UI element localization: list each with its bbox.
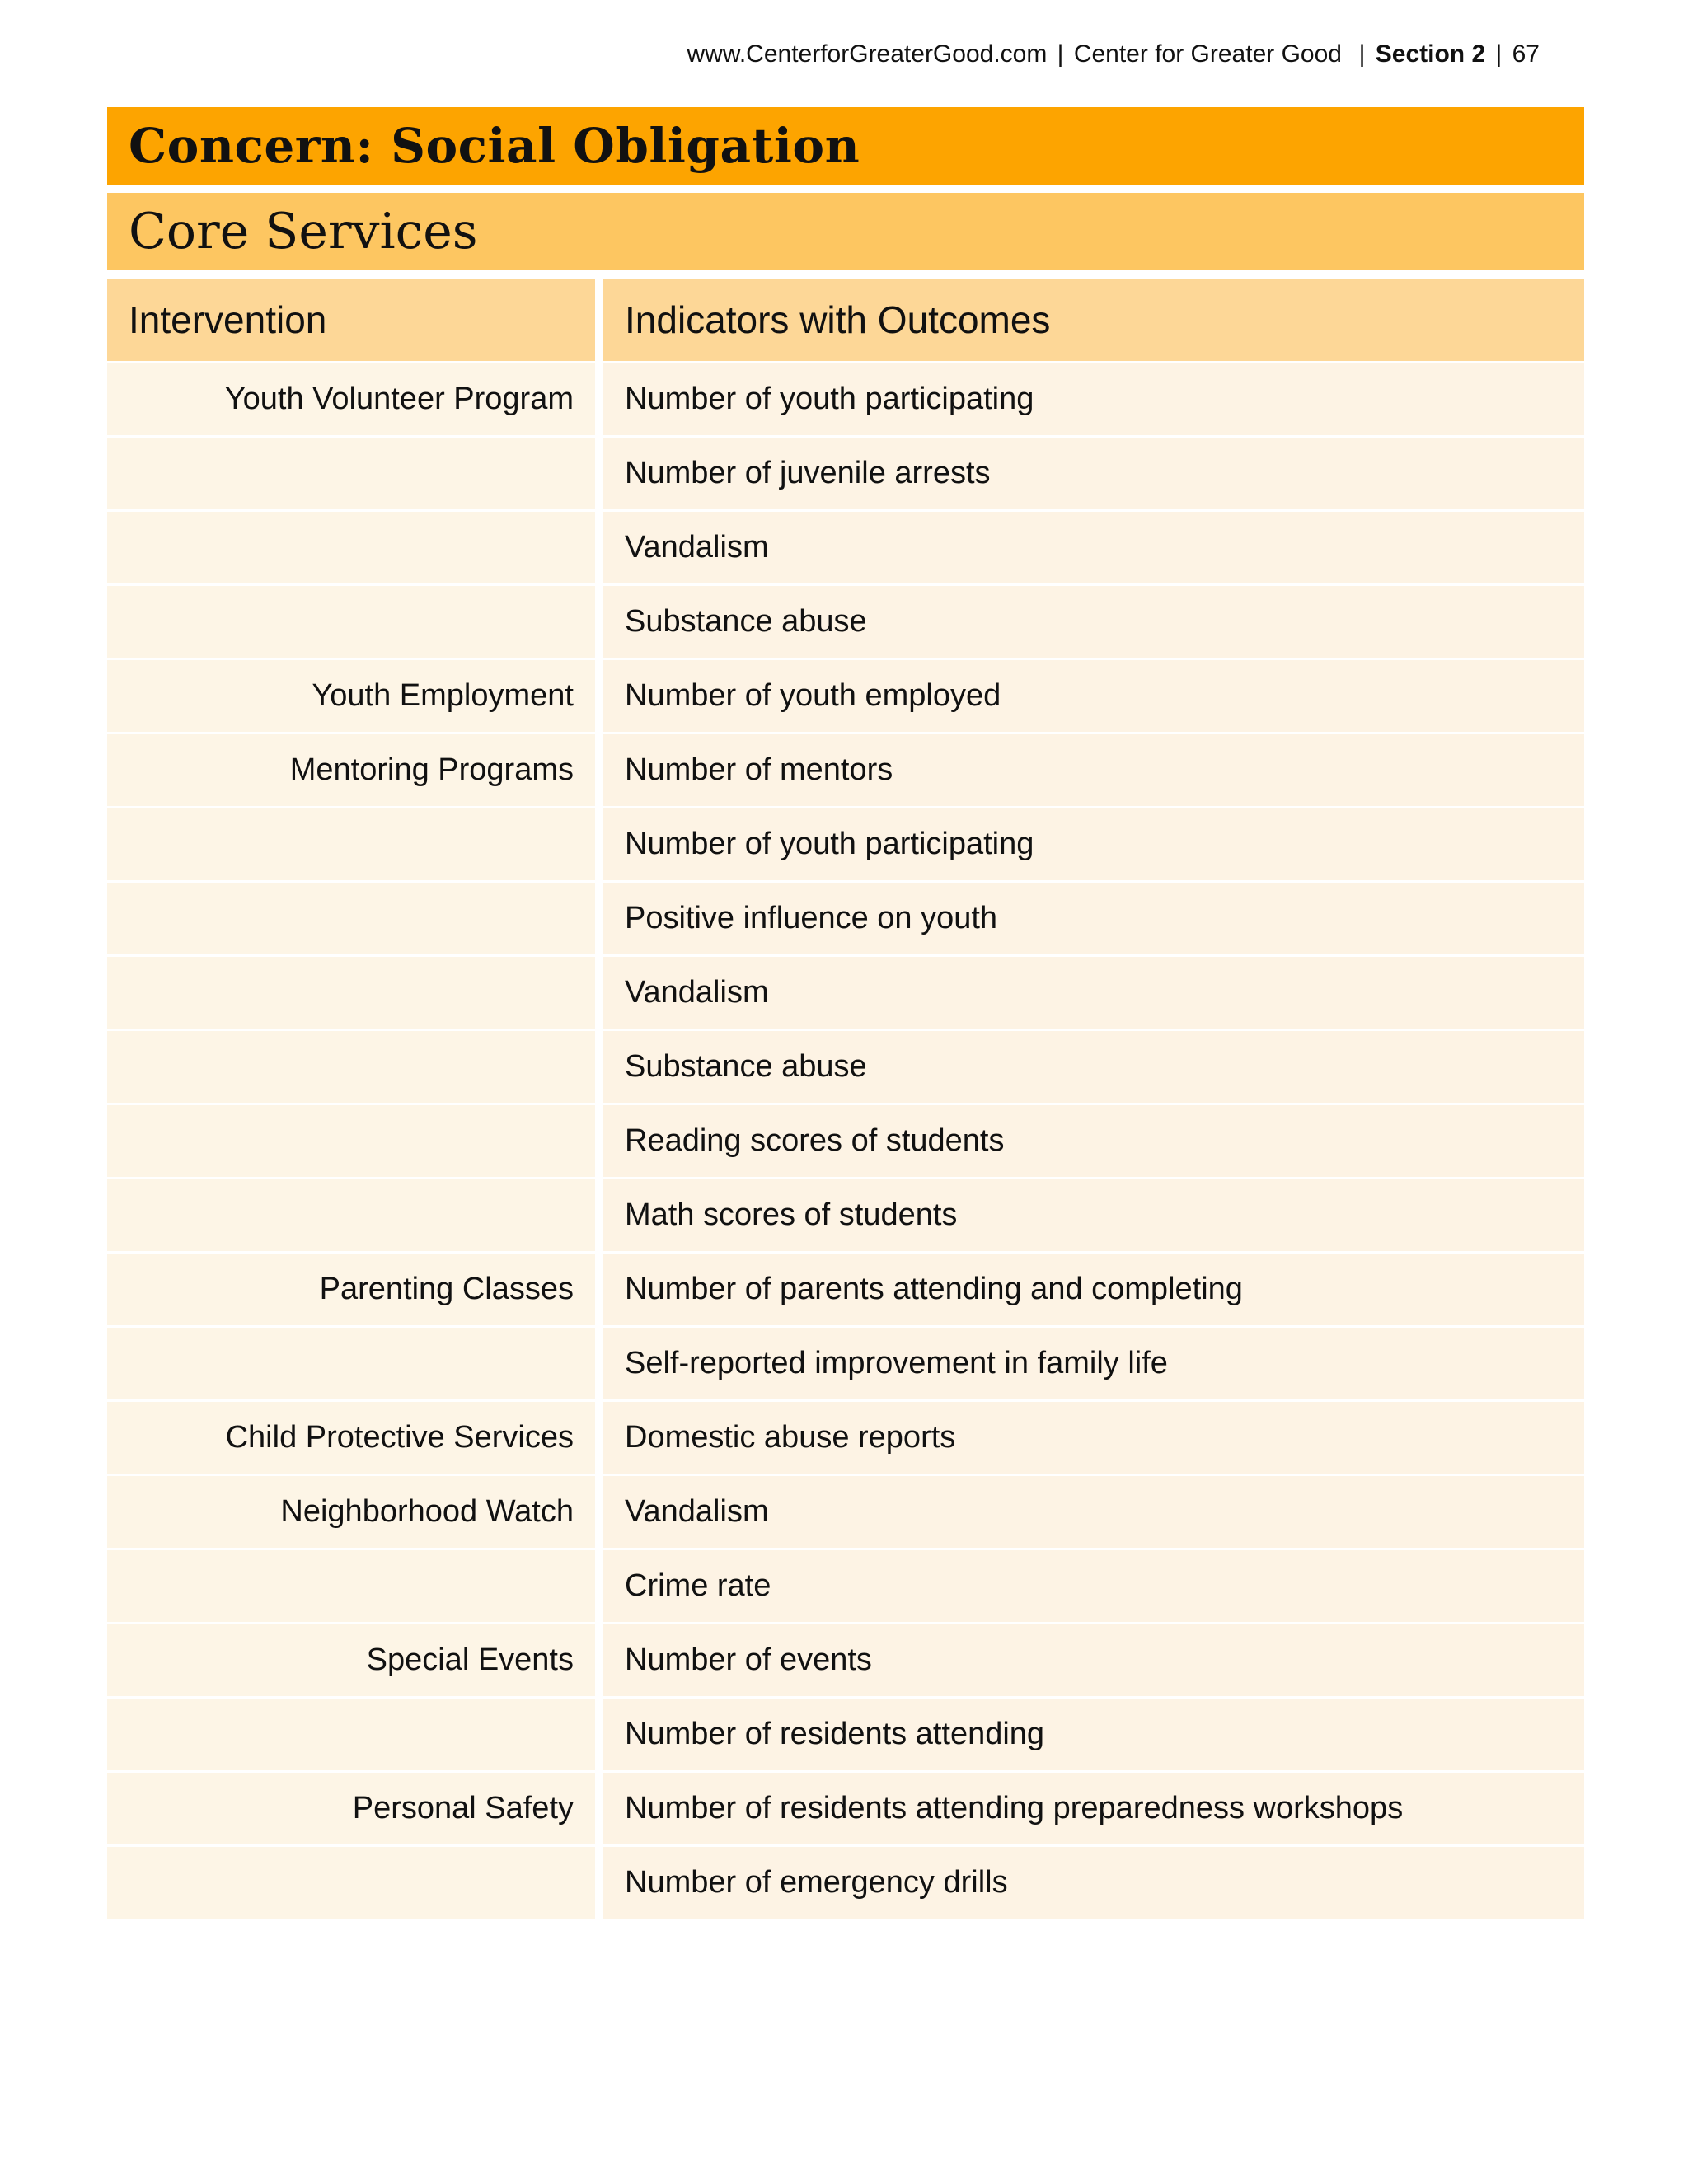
concern-title: Concern: Social Obligation (129, 118, 860, 174)
table-row (107, 435, 1584, 509)
intervention-cell (107, 1696, 603, 1770)
intervention-cell: Youth Employment (107, 658, 603, 732)
table-header-row (107, 279, 1584, 361)
table-row (107, 880, 1584, 954)
table-row (107, 1251, 1584, 1325)
indicator-cell: Number of youth participating (603, 361, 1584, 435)
indicator-cell: Number of residents attending (603, 1696, 1584, 1770)
table-row (107, 732, 1584, 806)
indicator-cell: Math scores of students (603, 1177, 1584, 1251)
header-separator: | (1489, 40, 1509, 68)
intervention-cell (107, 954, 603, 1029)
table-row (107, 1696, 1584, 1770)
intervention-cell (107, 1029, 603, 1103)
table-row (107, 1399, 1584, 1474)
indicators-column-header: Indicators with Outcomes (603, 279, 1584, 361)
table-row (107, 658, 1584, 732)
indicator-cell: Vandalism (603, 509, 1584, 583)
table-row (107, 1548, 1584, 1622)
header-separator: | (1050, 40, 1071, 68)
intervention-cell (107, 1103, 603, 1177)
indicator-cell: Number of youth participating (603, 806, 1584, 880)
intervention-cell (107, 1177, 603, 1251)
table-row (107, 509, 1584, 583)
indicator-cell: Self-reported improvement in family life (603, 1325, 1584, 1399)
table-row (107, 1029, 1584, 1103)
intervention-cell (107, 880, 603, 954)
table-row (107, 1770, 1584, 1844)
table-row (107, 1844, 1584, 1919)
indicator-cell: Substance abuse (603, 1029, 1584, 1103)
page-content (107, 107, 1584, 1919)
intervention-cell (107, 509, 603, 583)
header-separator: | (1344, 40, 1372, 68)
table-row (107, 806, 1584, 880)
table-row (107, 1474, 1584, 1548)
page-number: 67 (1512, 40, 1540, 68)
organization-name: Center for Greater Good (1073, 40, 1342, 68)
intervention-cell (107, 583, 603, 658)
indicator-cell: Number of residents attending preparedness workshops (603, 1770, 1584, 1844)
indicator-cell: Number of emergency drills (603, 1844, 1584, 1919)
table-body (107, 361, 1584, 1919)
intervention-cell: Personal Safety (107, 1770, 603, 1844)
indicator-cell: Vandalism (603, 954, 1584, 1029)
intervention-cell (107, 1844, 603, 1919)
indicator-cell: Crime rate (603, 1548, 1584, 1622)
indicator-cell: Number of juvenile arrests (603, 435, 1584, 509)
indicator-cell: Positive influence on youth (603, 880, 1584, 954)
indicator-cell: Vandalism (603, 1474, 1584, 1548)
section-label: Section 2 (1375, 40, 1486, 68)
intervention-cell: Neighborhood Watch (107, 1474, 603, 1548)
intervention-cell (107, 435, 603, 509)
indicator-cell: Number of youth employed (603, 658, 1584, 732)
table-row (107, 1103, 1584, 1177)
intervention-cell (107, 806, 603, 880)
table-row (107, 583, 1584, 658)
table-row (107, 1325, 1584, 1399)
table-row (107, 1177, 1584, 1251)
indicator-cell: Number of events (603, 1622, 1584, 1696)
intervention-cell: Child Protective Services (107, 1399, 603, 1474)
intervention-cell: Mentoring Programs (107, 732, 603, 806)
indicator-cell: Domestic abuse reports (603, 1399, 1584, 1474)
indicator-cell: Number of parents attending and completing (603, 1251, 1584, 1325)
intervention-cell (107, 1325, 603, 1399)
intervention-cell: Special Events (107, 1622, 603, 1696)
table-row (107, 954, 1584, 1029)
intervention-cell: Parenting Classes (107, 1251, 603, 1325)
core-services-heading: Core Services (129, 203, 478, 260)
core-services-banner (107, 193, 1584, 270)
intervention-cell (107, 1548, 603, 1622)
page-header (687, 38, 1540, 71)
table-row (107, 361, 1584, 435)
outcomes-table (107, 279, 1584, 1919)
indicator-cell: Substance abuse (603, 583, 1584, 658)
intervention-column-header: Intervention (107, 279, 603, 361)
indicator-cell: Reading scores of students (603, 1103, 1584, 1177)
table-row (107, 1622, 1584, 1696)
indicator-cell: Number of mentors (603, 732, 1584, 806)
concern-banner (107, 107, 1584, 185)
website-url: www.CenterforGreaterGood.com (687, 40, 1048, 68)
intervention-cell: Youth Volunteer Program (107, 361, 603, 435)
